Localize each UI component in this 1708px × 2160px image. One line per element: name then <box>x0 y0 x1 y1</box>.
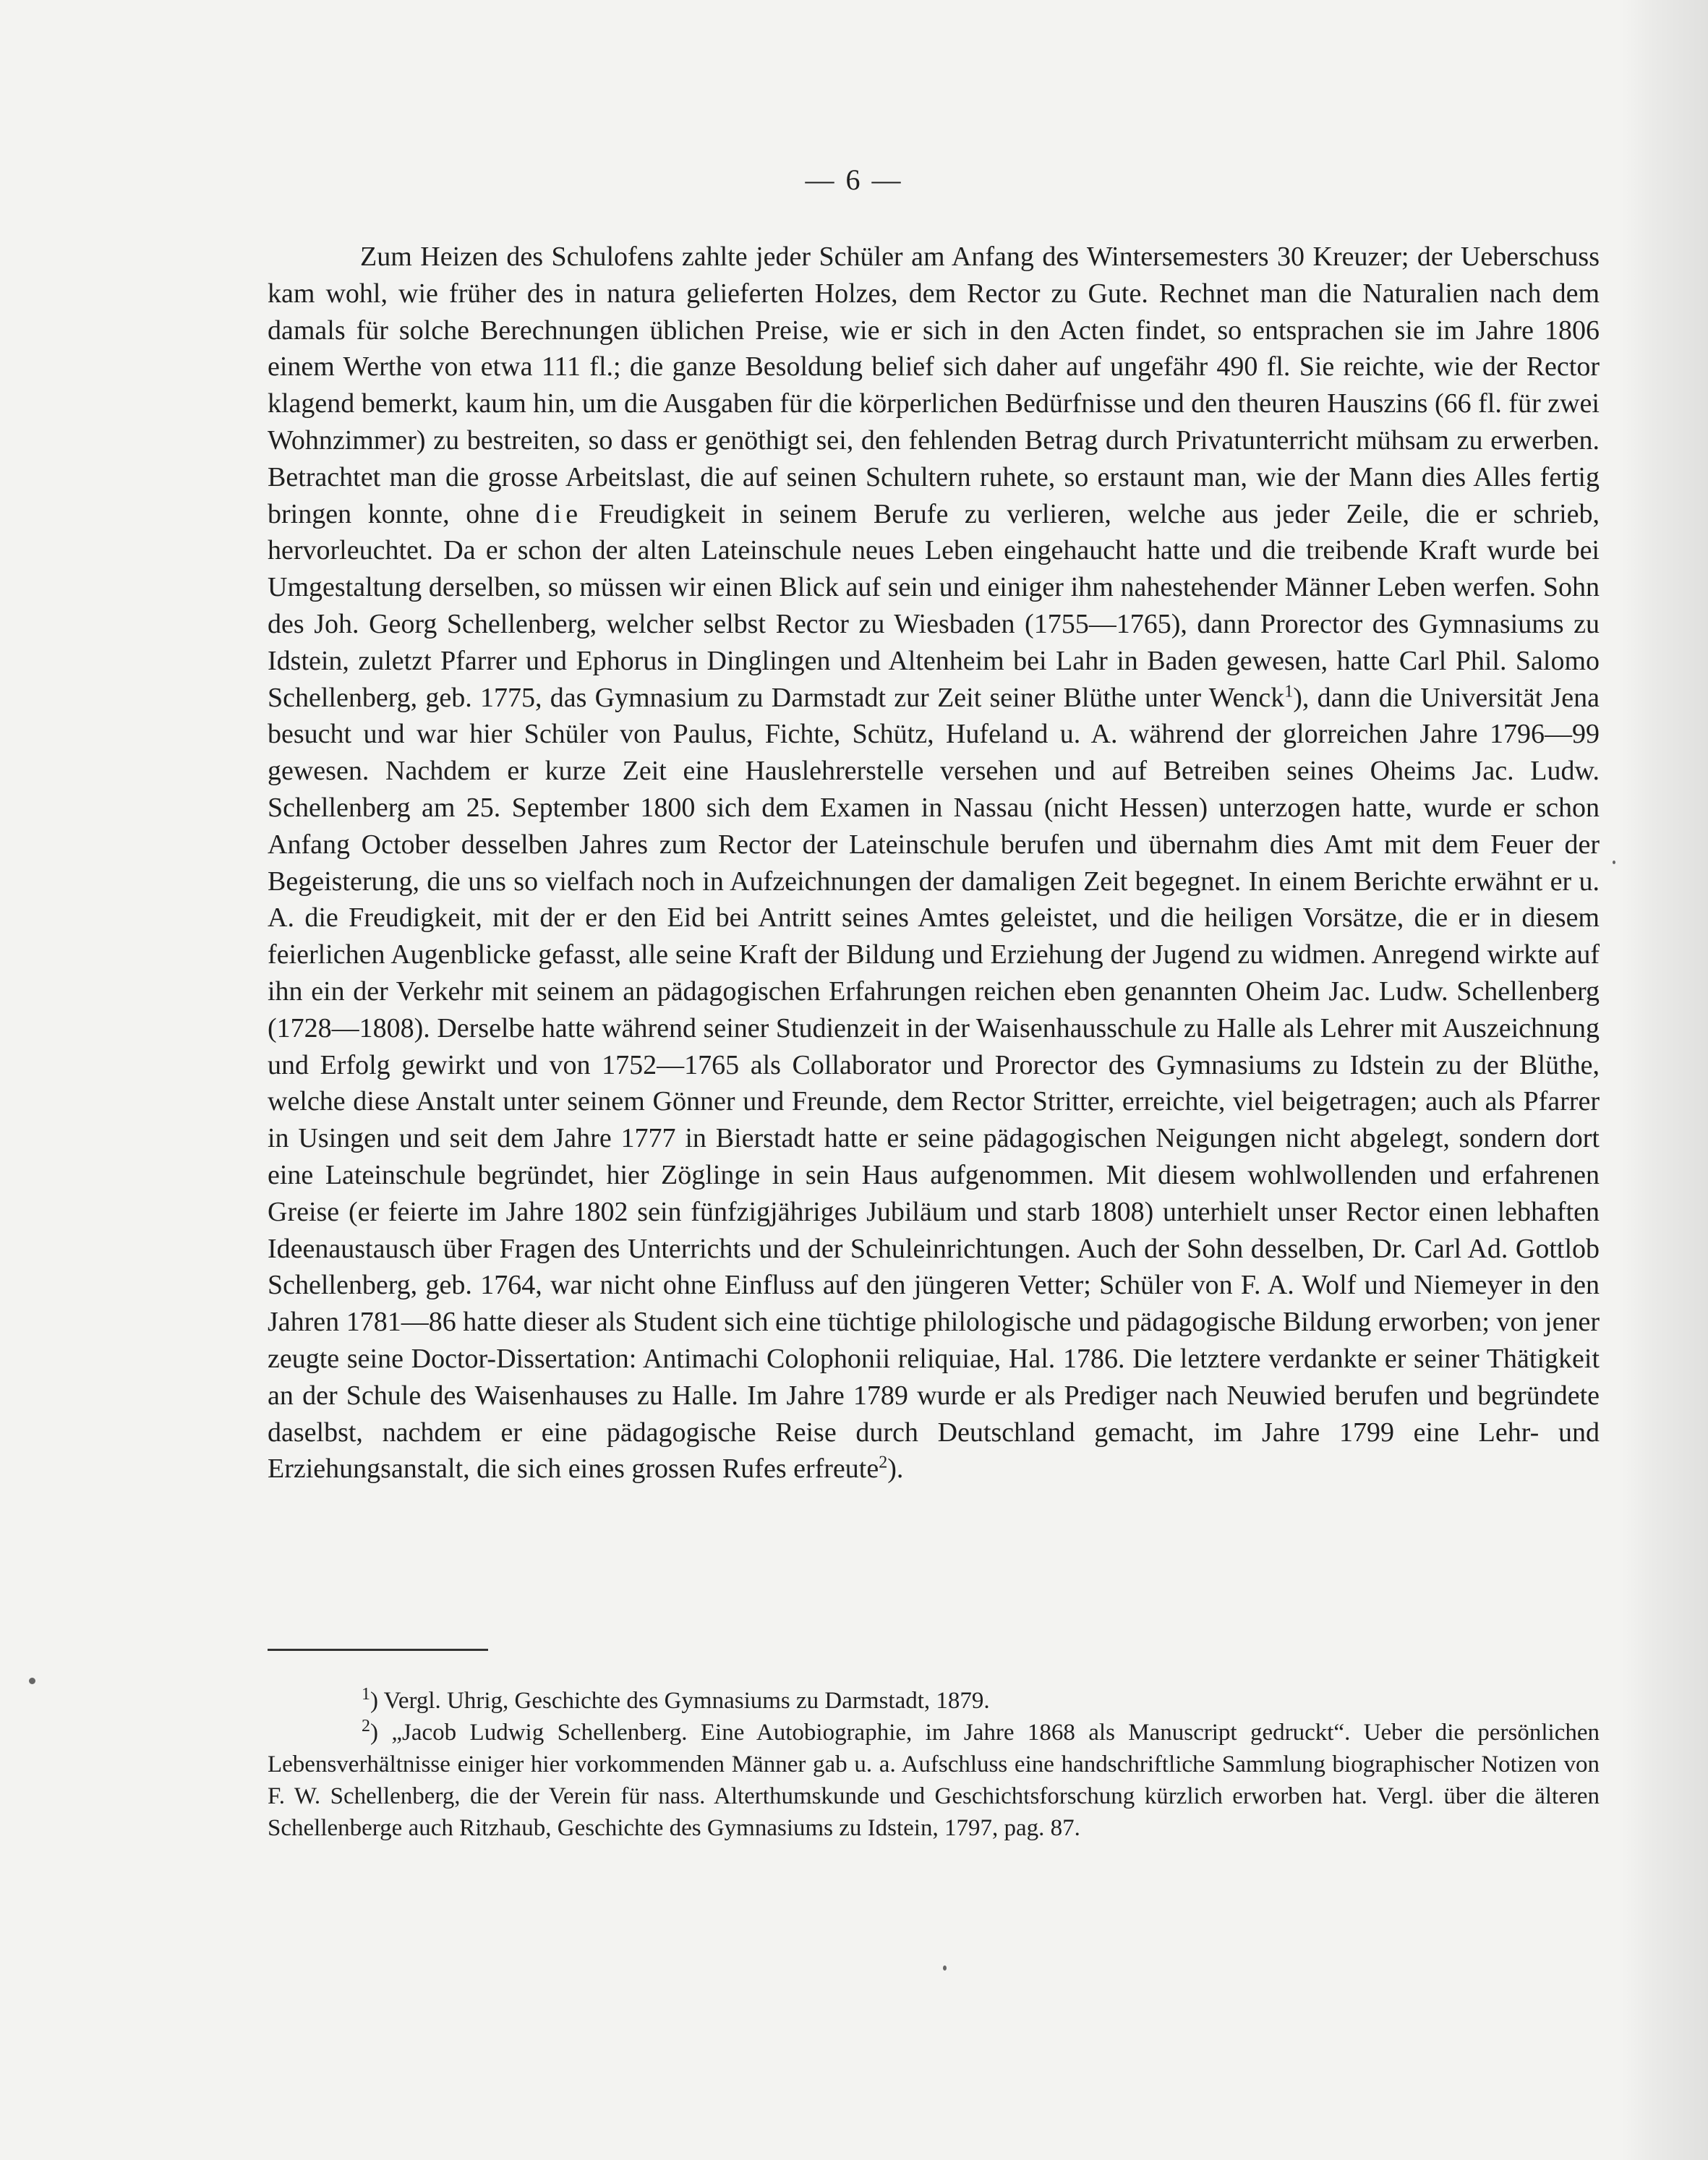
body-text-end: ). <box>887 1453 904 1485</box>
main-paragraph <box>268 239 1600 1487</box>
scan-speck <box>943 1965 947 1971</box>
binding-shadow <box>1621 0 1708 2160</box>
body-text-part-3: ), dann die Universität Jena besucht und war hier Schüler von Paulus, Fichte, Schütz, Hufeland u. A. während der glorreichen Jahre 1796—99 gewesen. Nachdem er kurze Zeit eine Hauslehrerstelle versehen und auf Betreiben seines Oheims Jac. Ludw. Schellenberg am 25. September 1800 sich dem Examen in Nassau (nicht Hessen) unterzogen hatte, wurde er schon Anfang October desselben Jahres zum Rector der Lateinschule berufen und übernahm dies Amt mit dem Feuer der Begeisterung, die uns so vielfach noch in Aufzeichnungen der damaligen Zeit begegnet. In einem Berichte erwähnt er u. A. die Freudigkeit, mit der er den Eid bei Antritt seines Amtes geleistet, und die heiligen Vorsätze, die er in diesem feierlichen Augenblicke gefasst, alle seine Kraft der Bildung und Erziehung der Jugend zu widmen. Anregend wirkte auf ihn ein der Verkehr mit seinem an pädagogischen Erfahrungen reichen eben genannten Oheim Jac. Ludw. Schellenberg (1728—1808). Derselbe hatte während seiner Studienzeit in der Waisenhausschule zu Halle als Lehrer mit Auszeichnung und Erfolg gewirkt und von 1752—1765 als Collaborator und Prorector des Gymnasiums zu Idstein zu der Blüthe, welche diese Anstalt unter seinem Gönner und Freunde, dem Rector Stritter, erreichte, viel beigetragen; auch als Pfarrer in Usingen und seit dem Jahre 1777 in Bierstadt hatte er seine pädagogischen Neigungen nicht abgelegt, sondern dort eine Lateinschule begründet, hier Zöglinge in sein Haus aufgenommen. Mit diesem wohlwollenden und erfahrenen Greise (er feierte im Jahre 1802 sein fünfzigjähriges Jubiläum und starb 1808) unterhielt unser Rector einen lebhaften Ideenaustausch über Fragen des Unterrichts und der Schuleinrichtungen. Auch der Sohn desselben, Dr. Carl Ad. Gottlob Schellenberg, geb. 1764, war nicht ohne Einfluss auf den jüngeren Vetter; Schüler von F. A. Wolf und Niemeyer in den Jahren 1781—86 hatte dieser als Student sich eine tüchtige philologische und pädagogische Bildung erworben; von jener zeugte seine Doctor-Dissertation: Antimachi Colophonii reliquiae, Hal. 1786. Die letztere verdankte er seiner Thätigkeit an der Schule des Waisenhauses zu Halle. Im Jahre 1789 wurde er als Prediger nach Neuwied berufen und begründete daselbst, nachdem er eine pädagogische Reise durch Deutschland gemacht, im Jahre 1799 eine Lehr- und Erziehungsanstalt, die sich eines grossen Rufes erfreute <box>268 682 1600 1485</box>
footnote-marker: 2 <box>362 1717 370 1736</box>
body-text-part-2: Freudigkeit in seinem Berufe zu verlieren, welche aus jeder Zeile, die er schrieb, hervorleuchtet. Da er schon der alten Lateinschule neues Leben eingehaucht hatte und die treibende Kraft wurde bei Umgestaltung derselben, so müssen wir einen Blick auf sein und einiger ihm nahestehender Männer Leben werfen. Sohn des Joh. Georg Schellenberg, welcher selbst Rector zu Wiesbaden (1755—1765), dann Prorector des Gymnasiums zu Idstein, zuletzt Pfarrer und Ephorus in Dinglingen und Altenheim bei Lahr in Baden gewesen, hatte Carl Phil. Salomo Schellenberg, geb. 1775, das Gymnasium zu Darmstadt zur Zeit seiner Blüthe unter Wenck <box>268 498 1600 713</box>
footnote-ref-1: 1 <box>1284 681 1294 701</box>
scan-speck <box>1613 861 1615 864</box>
footnote-1 <box>268 1685 1600 1717</box>
spaced-emphasis: die <box>535 498 583 529</box>
footnote-marker: 1 <box>362 1685 370 1704</box>
page-number: — 6 — <box>805 163 903 196</box>
footnote-ref-2: 2 <box>879 1453 888 1472</box>
body-text-part-1: Zum Heizen des Schulofens zahlte jeder Schüler am Anfang des Wintersemesters 30 Kreuzer; der Ueberschuss kam wohl, wie früher des in natura gelieferten Holzes, dem Rector zu Gute. Rechnet man die Naturalien nach dem damals für solche Berechnungen üblichen Preise, wie er sich in den Acten findet, so entsprachen sie im Jahre 1806 einem Werthe von etwa 111 fl.; die ganze Besoldung belief sich daher auf ungefähr 490 fl. Sie reichte, wie der Rector klagend bemerkt, kaum hin, um die Ausgaben für die körperlichen Bedürfnisse und den theuren Hauszins (66 fl. für zwei Wohnzimmer) zu bestreiten, so dass er genöthigt sei, den fehlenden Betrag durch Privatunterricht mühsam zu erwerben. Betrachtet man die grosse Arbeitslast, die auf seinen Schultern ruhete, so erstaunt man, wie der Mann dies Alles fertig bringen konnte, ohne <box>268 242 1600 529</box>
footnote-text: ) Vergl. Uhrig, Geschichte des Gymnasiums zu Darmstadt, 1879. <box>370 1688 990 1714</box>
footnote-2 <box>268 1717 1600 1844</box>
footnote-separator <box>268 1649 488 1651</box>
footnotes <box>268 1685 1600 1844</box>
scan-speck <box>29 1678 35 1684</box>
footnote-text: ) „Jacob Ludwig Schellenberg. Eine Autobiographie, im Jahre 1868 als Manuscript gedruckt“. Ueber die persönlichen Lebensverhältnisse einiger hier vorkommenden Männer gab u. a. Aufschluss eine handschriftliche Sammlung biographischer Notizen von F. W. Schellenberg, die der Verein für nass. Alterthumskunde und Geschichtsforschung kürzlich erworben hat. Vergl. über die älteren Schellenberge auch Ritzhaub, Geschichte des Gymnasiums zu Idstein, 1797, pag. 87. <box>268 1720 1600 1841</box>
